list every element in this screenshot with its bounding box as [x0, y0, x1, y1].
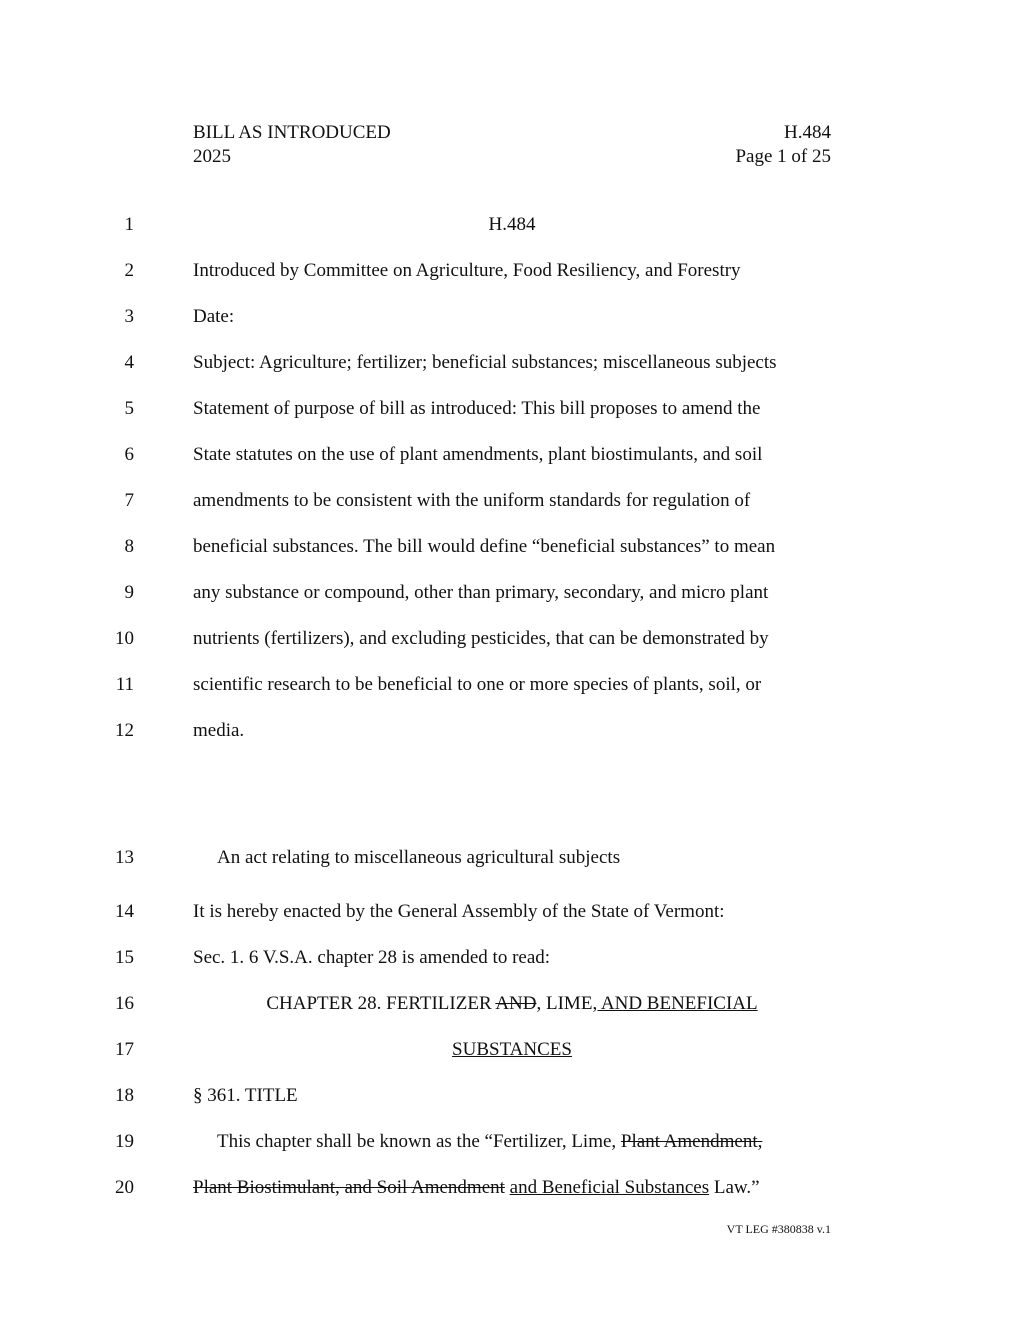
chapter-heading-continued	[193, 1039, 831, 1061]
provision-text: Law.”	[709, 1177, 760, 1198]
title-provision-continued	[193, 1177, 760, 1199]
purpose-line: State statutes on the use of plant amendments, plant biostimulants, and soil	[193, 444, 763, 465]
subject-line: Subject: Agriculture; fertilizer; beneficial substances; miscellaneous subjects	[193, 352, 777, 373]
line-number: 12	[115, 720, 134, 741]
inserted-text: , AND BENEFICIAL	[592, 993, 758, 1014]
bill-number-title: H.484	[488, 214, 536, 235]
provision-text: This chapter shall be known as the “Fertilizer, Lime,	[217, 1131, 621, 1152]
inserted-text: ,	[536, 993, 542, 1014]
header-page-indicator: Page 1 of 25	[735, 146, 831, 167]
line-number: 20	[115, 1177, 134, 1198]
line-number: 15	[115, 947, 134, 968]
line-number: 18	[115, 1085, 134, 1106]
purpose-line: media.	[193, 720, 245, 741]
purpose-line: any substance or compound, other than primary, secondary, and micro plant	[193, 582, 769, 603]
section-heading: § 361. TITLE	[193, 1085, 298, 1106]
inserted-text: and Beneficial Substances	[509, 1177, 710, 1198]
chapter-heading-text: LIME	[541, 993, 593, 1014]
header-bill-number: H.484	[784, 122, 831, 143]
line-number: 11	[115, 674, 134, 695]
line-number: 7	[124, 490, 134, 511]
chapter-heading-text: CHAPTER 28. FERTILIZER	[266, 993, 496, 1014]
line-number: 4	[124, 352, 134, 373]
purpose-line: amendments to be consistent with the uniform standards for regulation of	[193, 490, 751, 511]
line-number: 16	[115, 993, 134, 1014]
struck-text: Plant Amendment,	[620, 1131, 763, 1152]
struck-text: AND	[495, 993, 537, 1014]
line-number: 5	[124, 398, 134, 419]
line-number: 9	[124, 582, 134, 603]
line-number: 2	[124, 260, 134, 281]
purpose-line: scientific research to be beneficial to one or more species of plants, soil, or	[193, 674, 762, 695]
purpose-line: beneficial substances. The bill would define “beneficial substances” to mean	[193, 536, 776, 557]
line-number: 6	[124, 444, 134, 465]
purpose-line: nutrients (fertilizers), and excluding pesticides, that can be demonstrated by	[193, 628, 769, 649]
struck-text: Plant Biostimulant, and Soil Amendment	[193, 1177, 505, 1198]
header-year: 2025	[193, 146, 231, 167]
chapter-heading	[193, 993, 831, 1015]
document-id-footer: VT LEG #380838 v.1	[726, 1222, 831, 1236]
line-number: 1	[124, 214, 134, 235]
inserted-text: SUBSTANCES	[452, 1039, 572, 1060]
line-number: 8	[124, 536, 134, 557]
line-number: 10	[115, 628, 134, 649]
date-line: Date:	[193, 306, 235, 327]
line-number: 14	[115, 901, 134, 922]
line-number: 17	[115, 1039, 134, 1060]
introduced-by-line: Introduced by Committee on Agriculture, Food Resiliency, and Forestry	[193, 260, 741, 281]
purpose-line: Statement of purpose of bill as introduced: This bill proposes to amend the	[193, 398, 761, 419]
enacting-clause: It is hereby enacted by the General Assembly of the State of Vermont:	[193, 901, 725, 922]
line-number: 19	[115, 1131, 134, 1152]
line-number: 13	[115, 847, 134, 868]
title-provision	[217, 1131, 762, 1153]
act-title: An act relating to miscellaneous agricultural subjects	[217, 847, 621, 868]
header-bill-status: BILL AS INTRODUCED	[193, 122, 391, 143]
section-intro: Sec. 1. 6 V.S.A. chapter 28 is amended to read:	[193, 947, 551, 968]
line-number: 3	[124, 306, 134, 327]
